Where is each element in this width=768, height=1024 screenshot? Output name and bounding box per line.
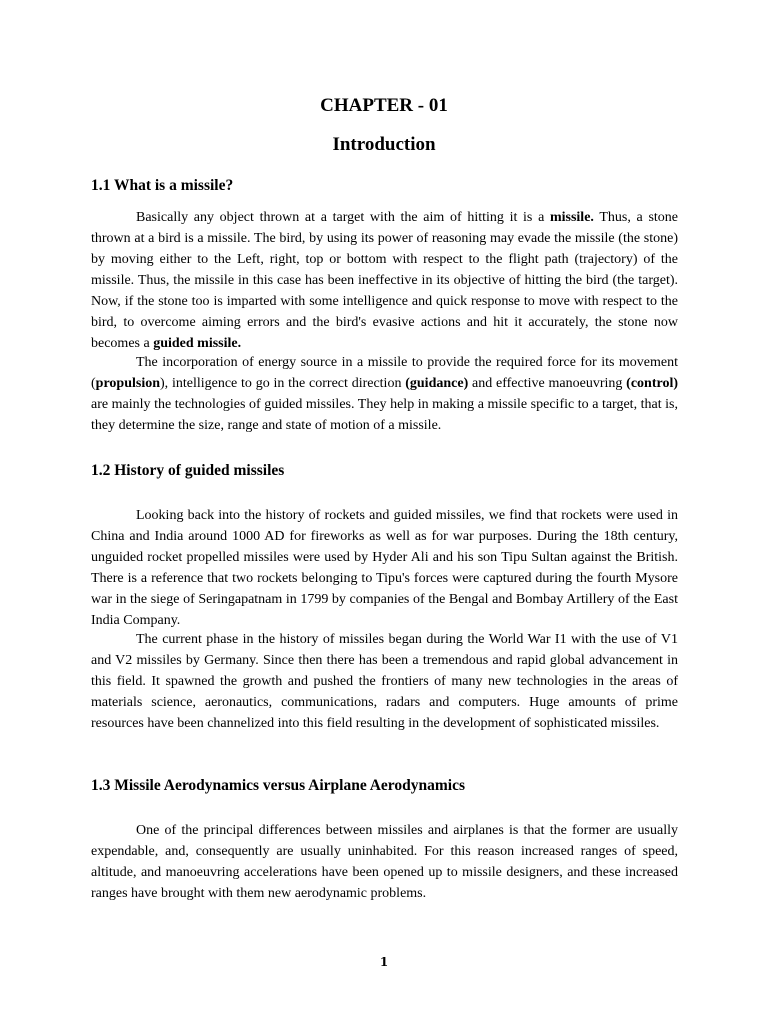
paragraph-text: Thus, a stone thrown at a bird is a missile. The bird, by using its power of reasoning may evade the missile (the stone) by moving either to the Left, right, top or bottom with respect to the flight path (trajectory) of the missile. Thus, the missile in this case has been ineffective in its objective of hitting the bird (the target). Now, if the stone too is imparted with some intelligence and quick response to move with respect to the bird, to overcome aiming errors and the bird's evasive actions and hit it accurately, the stone now becomes a [91,210,678,351]
bold-term-guided-missile: guided missile. [153,336,242,351]
paragraph-1-2-b: The current phase in the history of missiles began during the World War I1 with the use of V1 and V2 missiles by Germany. Since then there has been a tremendous and rapid global advancement in this field. It spawned the growth and pushed the frontiers of many new technologies in the areas of materials science, aeronautics, communications, radars and computers. Huge amounts of prime resources have been channelized into this field resulting in the development of sophisticated missiles. [91,632,678,731]
chapter-title: Introduction [332,134,436,155]
paragraph-text: The incorporation of energy source in a missile to provide the required force for its movement ( [91,355,678,391]
paragraph-text: Basically any object thrown at a target with the aim of hitting it is a [136,210,550,225]
paragraph-1-2-a: Looking back into the history of rockets and guided missiles, we find that rockets were used in China and India around 1000 AD for fireworks as well as for war purposes. During the 18th century, unguided rocket propelled missiles were used by Hyder Ali and his son Tipu Sultan against the British. There is a reference that two rockets belonging to Tipu's forces were captured during the fourth Mysore war in the siege of Seringapatnam in 1799 by companies of the Bengal and Bombay Artillery of the East India Company. [91,508,678,628]
paragraph-1-3-a: One of the principal differences between missiles and airplanes is that the former are usually expendable, and, consequently are usually uninhabited. For this reason increased ranges of speed, altitude, and manoeuvring accelerations have been opened up to missile designers, and these increased ranges have brought with them new aerodynamic problems. [91,823,678,901]
chapter-label: CHAPTER - 01 [320,95,448,116]
paragraph-text: and effective manoeuvring [468,376,627,391]
paragraph-text: are mainly the technologies of guided missiles. They help in making a missile specific to a target, that is, they determine the size, range and state of motion of a missile. [91,397,678,433]
bold-term-propulsion: propulsion [95,376,161,391]
bold-term-missile: missile. [549,210,594,225]
section-heading-1-1: 1.1 What is a missile? [91,177,234,194]
paragraph-1-1-b [91,352,678,436]
paragraph-text: ), intelligence to go in the correct direction [160,376,406,391]
bold-term-control: (control) [626,376,678,391]
paragraph-1-1-a [91,207,678,354]
section-heading-1-3: 1.3 Missile Aerodynamics versus Airplane Aerodynamics [91,777,466,794]
page-number: 1 [379,955,389,969]
section-heading-1-2: 1.2 History of guided missiles [91,462,285,479]
bold-term-guidance: (guidance) [405,376,469,391]
